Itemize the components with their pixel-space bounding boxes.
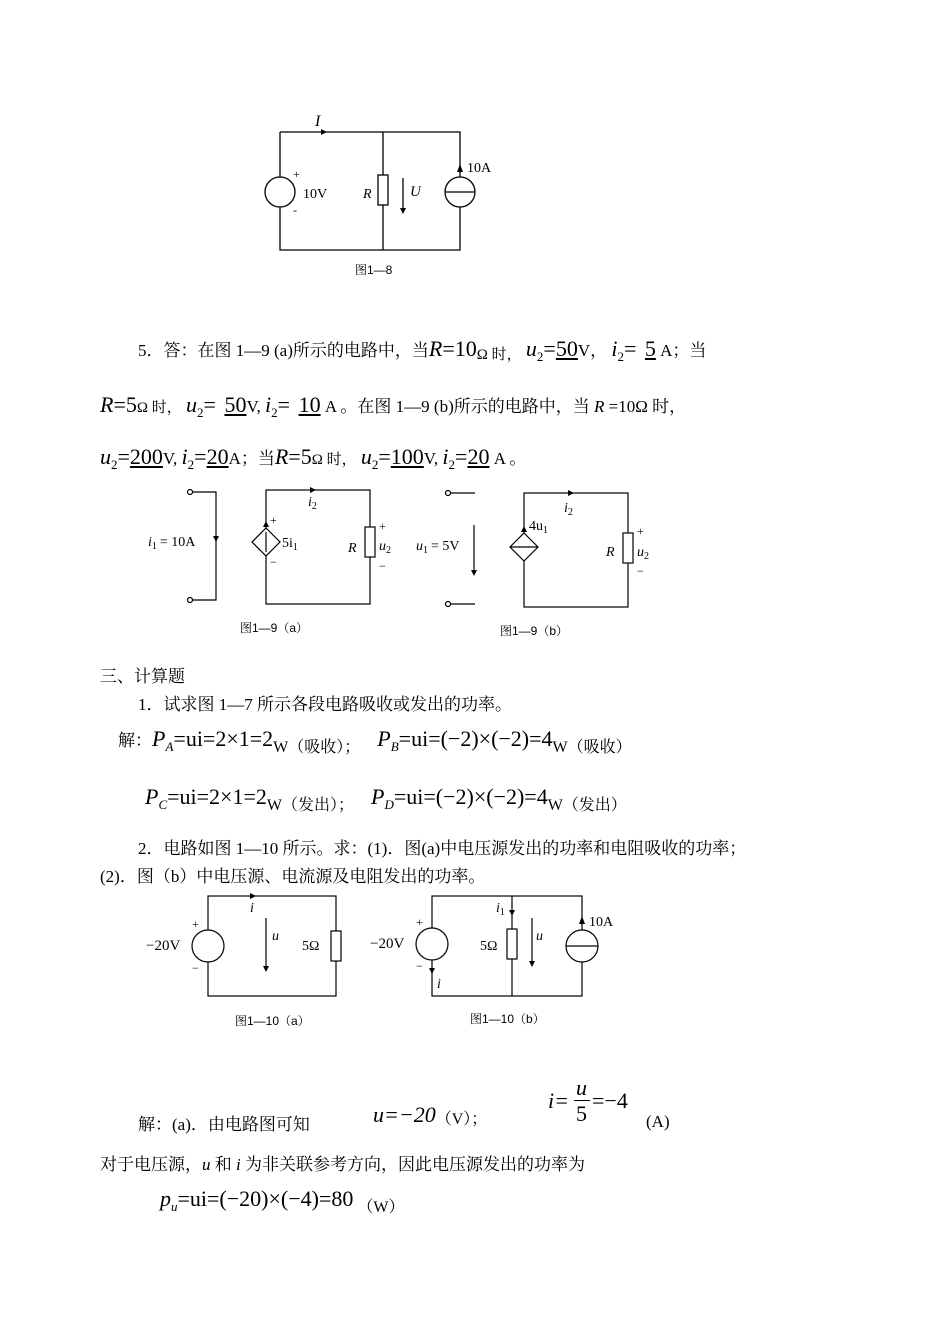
label-i2: $i_2$ (308, 495, 317, 512)
label-5ohm: 5Ω (302, 939, 320, 954)
label-minus: − (416, 959, 423, 973)
label-plus: + (192, 917, 199, 931)
arrow-icon (250, 893, 256, 899)
q5-line3: $u_2=200V$, $i_2=20A$；当R=5Ω 时， $u_2=100V$, $i_2=20$ A 。 (100, 444, 527, 472)
question-2-line1: 2．电路如图 1—10 所示。求：(1)．图(a)中电压源发出的功率和电阻吸收的功率； (138, 839, 747, 858)
solution-1-line1: 解：$P_A=ui=2\times 1=2W$（吸收）； $P_B=ui=(-2)\times(-2)=4W$（吸收） (118, 726, 632, 756)
solution-2-pu: $p_u=ui=(-20)\times(-4)=80$ （W） (160, 1186, 405, 1216)
arrow-icon (321, 129, 327, 135)
figure-1-9 (140, 480, 680, 645)
resistor (623, 533, 633, 563)
label-R: R (363, 187, 372, 202)
label-plus: + (379, 519, 386, 533)
label-I: I (315, 113, 321, 130)
label-plus: + (637, 524, 644, 538)
solution-2-line2: 对于电压源，u 和 i 为非关联参考方向，因此电压源发出的功率为 (100, 1155, 585, 1174)
question-1: 1．试求图 1—7 所示各段电路吸收或发出的功率。 (138, 695, 512, 714)
label-i1: $i_1$ (496, 901, 505, 918)
label-u2: $u_2$ (637, 545, 649, 562)
wire (192, 492, 216, 600)
label-plus: + (416, 915, 423, 929)
label-minus: - (293, 203, 297, 217)
voltage-source (192, 930, 224, 962)
label-10V: 10V (303, 187, 328, 202)
label-R: R (348, 541, 357, 556)
voltage-source (265, 177, 295, 207)
voltage-source (416, 928, 448, 960)
figure-1-8 (255, 110, 505, 285)
solution-2-u: u=−20（V）； (373, 1102, 488, 1128)
label-voltage: −20V (146, 938, 181, 954)
figure-1-10 (140, 888, 630, 1038)
arrow-icon (579, 916, 585, 924)
figure-caption: 图1—8 (355, 263, 393, 277)
label-voltage: −20V (370, 936, 405, 952)
section-heading: 三、计算题 (100, 667, 185, 686)
label-u: u (272, 929, 279, 944)
arrow-icon (471, 570, 477, 576)
solution-1-line2: $P_C=ui=2\times 1=2W$（发出）； $P_D=ui=(-2)\times(-2)=4W$（发出） (145, 784, 627, 814)
resistor (331, 931, 341, 961)
label-minus: − (270, 555, 277, 569)
label-u2: $u_2$ (379, 539, 391, 556)
label-plus: + (270, 513, 277, 527)
label-u1: $u_1 = 5V$ (416, 539, 460, 556)
arrow-icon (213, 536, 219, 542)
label-plus: + (293, 167, 300, 181)
arrow-icon (429, 968, 435, 974)
arrow-icon (263, 966, 269, 972)
label-5i1: $5i_1$ (282, 536, 298, 553)
label-minus: − (637, 564, 644, 578)
figure-caption-b: 图1—9（b） (500, 624, 569, 638)
label-10A: 10A (589, 915, 614, 930)
arrow-icon (521, 526, 527, 532)
arrow-icon (263, 521, 269, 527)
figure-caption-a: 图1—10（a） (235, 1014, 310, 1028)
question-2-line2: (2)．图（b）中电压源、电流源及电阻发出的功率。 (100, 867, 486, 886)
label-u: u (536, 929, 543, 944)
label-4u1: $4u_1$ (529, 519, 548, 536)
solution-2-A: (A) (646, 1112, 670, 1131)
arrow-icon (457, 164, 463, 172)
solution-2-line1: 解：(a)．由电路图可知 (138, 1115, 310, 1134)
figure-caption-a: 图1—9（a） (240, 621, 309, 635)
resistor (507, 929, 517, 959)
arrow-icon (509, 910, 515, 916)
arrow-icon (310, 487, 316, 493)
resistor (365, 527, 375, 557)
label-minus: − (379, 559, 386, 573)
label-10A: 10A (467, 161, 492, 176)
label-minus: − (192, 961, 199, 975)
label-i1: $i_1 = 10A$ (148, 535, 196, 552)
label-5ohm: 5Ω (480, 939, 498, 954)
label-i2: $i_2$ (564, 501, 573, 518)
q5-line1: 5．答：在图 1—9 (a)所示的电路中，当R=10Ω 时， $u_2=50V$， $i_2= 5$ A；当 (138, 336, 707, 364)
label-U: U (410, 184, 421, 200)
label-R: R (606, 545, 615, 560)
label-i: i (437, 977, 441, 992)
label-i: i (250, 901, 254, 916)
resistor (378, 175, 388, 205)
arrow-icon (529, 961, 535, 967)
q5-line2: R=5Ω 时， $u_2= 50V$, $i_2= 10$ A 。在图 1—9 (b)所示的电路中，当 R =10Ω 时， (100, 392, 687, 420)
figure-caption-b: 图1—10（b） (470, 1012, 545, 1026)
arrow-icon (568, 490, 574, 496)
arrow-icon (400, 208, 406, 214)
